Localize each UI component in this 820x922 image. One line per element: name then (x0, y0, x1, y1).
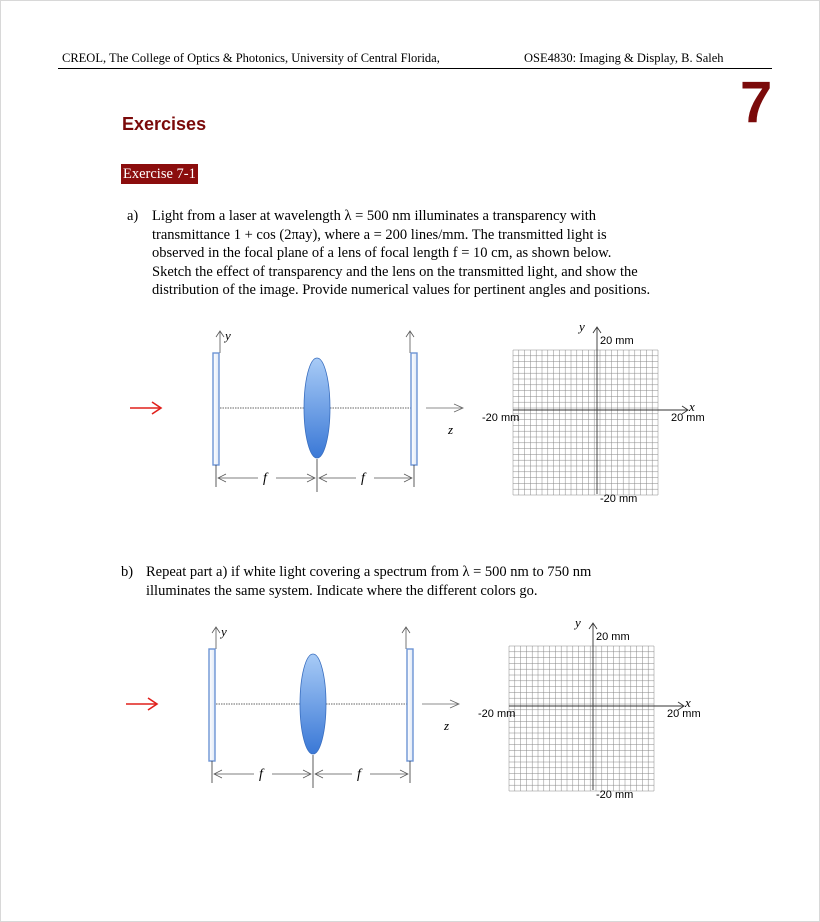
observation-grid (513, 350, 658, 495)
exercise-label: Exercise 7-1 (123, 166, 196, 182)
focal-plane-screen (407, 649, 413, 761)
grid-x-label: x (685, 695, 691, 710)
optical-setup-diagram (126, 618, 726, 803)
grid-x-label: x (689, 399, 695, 414)
focal-label-right: f (357, 767, 361, 782)
focal-label-left: f (263, 471, 267, 486)
header-left: CREOL, The College of Optics & Photonics, University of Central Florida, (62, 51, 440, 65)
grid-left-label: -20 mm (478, 708, 516, 720)
grid-bottom-label: -20 mm (596, 789, 634, 801)
chapter-number: 7 (740, 70, 773, 135)
part-a-line: distribution of the image. Provide numerical values for pertinent angles and positions. (152, 282, 651, 298)
focal-length-dimension (216, 459, 414, 492)
focal-label-left: f (259, 767, 263, 782)
figure-part-a (130, 322, 730, 512)
part-b-label: b) (121, 564, 134, 580)
part-a-label: a) (127, 208, 139, 224)
y-axis-arrow (216, 328, 231, 353)
grid-right-label: 20 mm (671, 412, 705, 424)
part-b-line: illuminates the same system. Indicate where the different colors go. (146, 582, 538, 599)
grid-bottom-label: -20 mm (600, 493, 638, 505)
grid-left-label: -20 mm (482, 412, 520, 424)
optical-setup-diagram (130, 322, 730, 507)
focal-plane-screen (411, 353, 417, 465)
part-b-line: Repeat part a) if white light covering a spectrum from λ = 500 nm to 750 nm (146, 564, 592, 580)
part-a-line: Light from a laser at wavelength λ = 500 nm illuminates a transparency with (152, 208, 597, 224)
focal-plane-arrow (406, 331, 414, 353)
grid-top-label: 20 mm (600, 335, 634, 347)
z-axis-label: z (448, 422, 454, 437)
y-axis-label: y (225, 328, 231, 343)
grid-right-label: 20 mm (667, 708, 701, 720)
header-right: OSE4830: Imaging & Display, B. Saleh (524, 51, 724, 65)
focal-length-dimension (212, 755, 410, 788)
grid-top-label: 20 mm (596, 631, 630, 643)
section-title: Exercises (122, 114, 207, 134)
lens (304, 358, 330, 458)
part-a-line: Sketch the effect of transparency and the lens on the transmitted light, and show the (152, 263, 638, 280)
z-axis-label: z (444, 718, 450, 733)
grid-y-label: y (575, 618, 581, 630)
z-axis-arrow (422, 700, 459, 733)
lens (300, 654, 326, 754)
focal-label-right: f (361, 471, 365, 486)
part-a-line: transmittance 1 + cos (2πay), where a = 200 lines/mm. The transmitted light is (152, 226, 607, 243)
z-axis-arrow (426, 404, 463, 437)
y-axis-label: y (221, 624, 227, 639)
header-rule (58, 68, 772, 69)
y-axis-arrow (212, 624, 227, 649)
laser-arrow-icon (126, 698, 157, 710)
figure-part-b (126, 618, 726, 808)
part-a-line: observed in the focal plane of a lens of focal length f = 10 cm, as shown below. (152, 245, 612, 261)
transparency-plate (209, 649, 215, 761)
observation-grid (509, 646, 654, 791)
laser-arrow-icon (130, 402, 161, 414)
focal-plane-arrow (402, 627, 410, 649)
grid-y-label: y (579, 322, 585, 334)
transparency-plate (213, 353, 219, 465)
